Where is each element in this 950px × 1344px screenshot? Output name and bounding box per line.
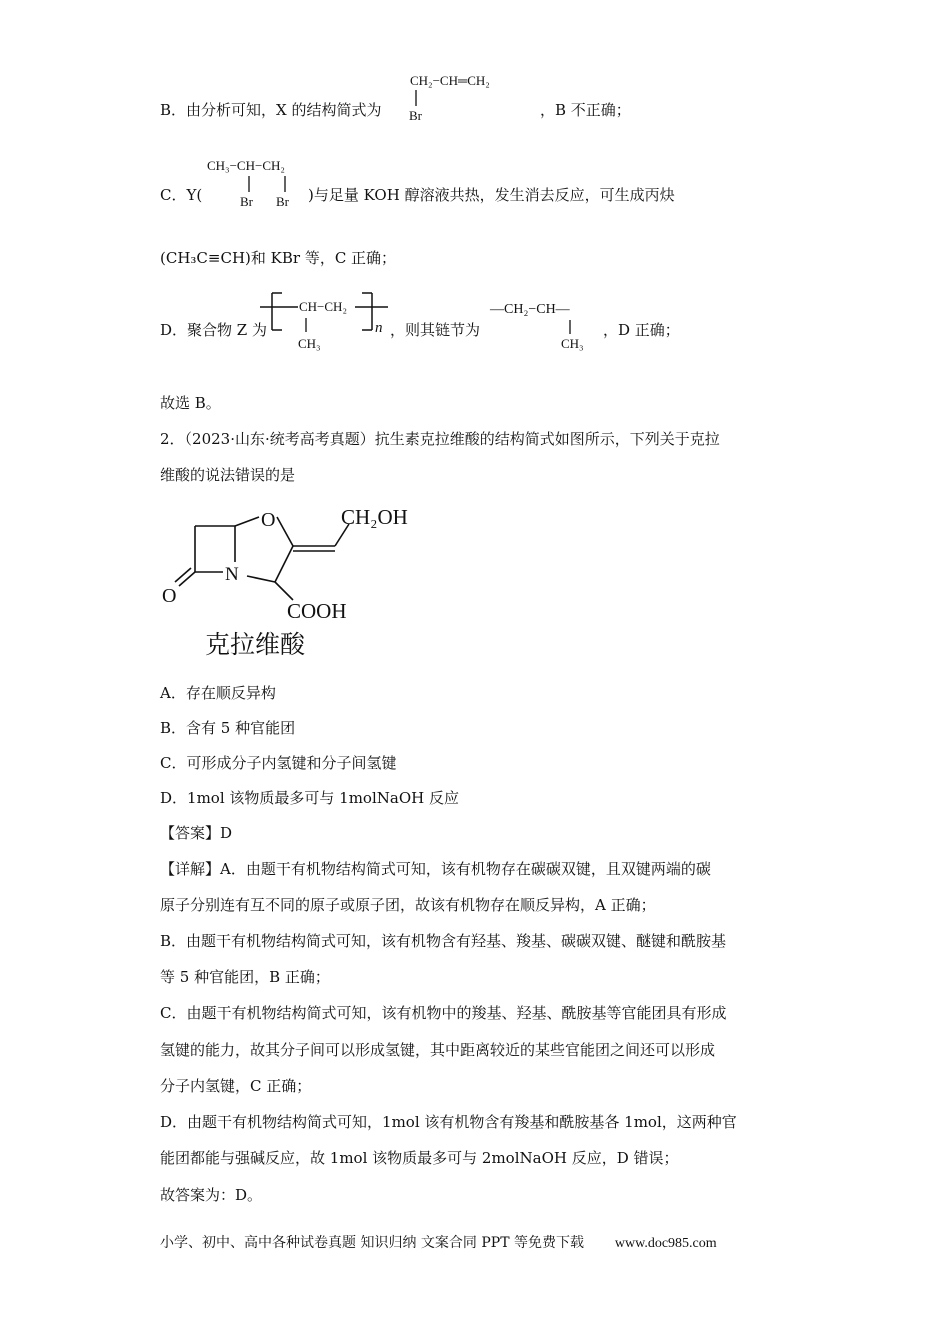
ch2oh-label: CH₂OH (341, 505, 408, 529)
page-footer (160, 1232, 717, 1252)
structure-caption: 克拉维酸 (205, 630, 306, 659)
clavulanic-acid-structure (155, 500, 435, 665)
answer-line: 【答案】D (160, 824, 233, 842)
option-b-prefix: B．由分析可知，X 的结构简式为 (160, 101, 382, 119)
nitrogen-label: N (225, 564, 239, 585)
formula-y-br1: Br (240, 194, 253, 209)
formula-y-main: CH₃−CH−CH₂ (207, 158, 285, 173)
footer-text: 小学、初中、高中各种试卷真题 知识归纳 文案合同 PPT 等免费下载 (160, 1235, 584, 1251)
cooh-label: COOH (287, 599, 347, 623)
q2-line2: 维酸的说法错误的是 (160, 466, 296, 484)
formula-z-main: CH−CH₂ (299, 299, 347, 314)
option-d-suffix: ，D 正确； (603, 321, 680, 339)
choose-b-text: 故选 B。 (160, 394, 221, 412)
ring-oxygen-label: O (261, 509, 276, 531)
option-c-prefix: C．Y( (160, 186, 203, 204)
formula-z-sub: CH₃ (298, 336, 321, 351)
explanation-line-8: D．由题干有机物结构简式可知，1mol 该有机物含有羧基和酰胺基各 1mol，这两种官 (160, 1113, 737, 1131)
option-d: D．1mol 该物质最多可与 1molNaOH 反应 (160, 789, 459, 807)
formula-y-br2: Br (276, 194, 289, 209)
formula-unit-main: —CH₂−CH— (490, 302, 570, 317)
option-c: C．可形成分子内氢键和分子间氢键 (160, 754, 397, 772)
explanation-line-2: 原子分别连有互不同的原子或原子团，故该有机物存在顺反异构，A 正确； (160, 896, 656, 914)
explanation-line-6: 氢键的能力，故其分子间可以形成氢键，其中距离较近的某些官能团之间还可以形成 (160, 1041, 716, 1059)
explanation-line-10: 故答案为：D。 (160, 1186, 263, 1204)
q2-line1: 2．（2023·山东·统考高考真题）抗生素克拉维酸的结构简式如图所示，下列关于克拉 (160, 430, 720, 448)
formula-z-n: n (375, 320, 383, 336)
explanation-line-9: 能团都能与强碱反应，故 1mol 该物质最多可与 2molNaOH 反应，D 错误； (160, 1149, 679, 1167)
explanation-line-1: 【详解】A．由题干有机物结构简式可知，该有机物存在碳碳双键，且双键两端的碳 (160, 860, 711, 878)
option-d-prefix: D．聚合物 Z 为 (160, 321, 267, 339)
option-a: A．存在顺反异构 (160, 684, 276, 702)
option-c-line2: (CH₃C≡CH)和 KBr 等，C 正确； (160, 249, 397, 267)
option-c-suffix: )与足量 KOH 醇溶液共热，发生消去反应，可生成丙炔 (308, 186, 675, 204)
explanation-line-4: 等 5 种官能团，B 正确； (160, 968, 330, 986)
formula-x-main: CH₂−CH═CH₂ (410, 73, 490, 88)
option-b: B．含有 5 种官能团 (160, 719, 296, 737)
option-d-middle: ，则其链节为 (390, 321, 481, 339)
carbonyl-oxygen-label: O (162, 585, 177, 607)
option-b-suffix: ，B 不正确； (540, 101, 631, 119)
explanation-line-3: B．由题干有机物结构简式可知，该有机物含有羟基、羧基、碳碳双键、醚键和酰胺基 (160, 932, 727, 950)
formula-x-br: Br (409, 108, 422, 123)
explanation-line-7: 分子内氢键，C 正确； (160, 1077, 312, 1095)
formula-unit-sub: CH₃ (561, 336, 584, 351)
footer-url[interactable]: www.doc985.com (614, 1236, 717, 1251)
explanation-line-5: C．由题干有机物结构简式可知，该有机物中的羧基、羟基、酰胺基等官能团具有形成 (160, 1004, 727, 1022)
